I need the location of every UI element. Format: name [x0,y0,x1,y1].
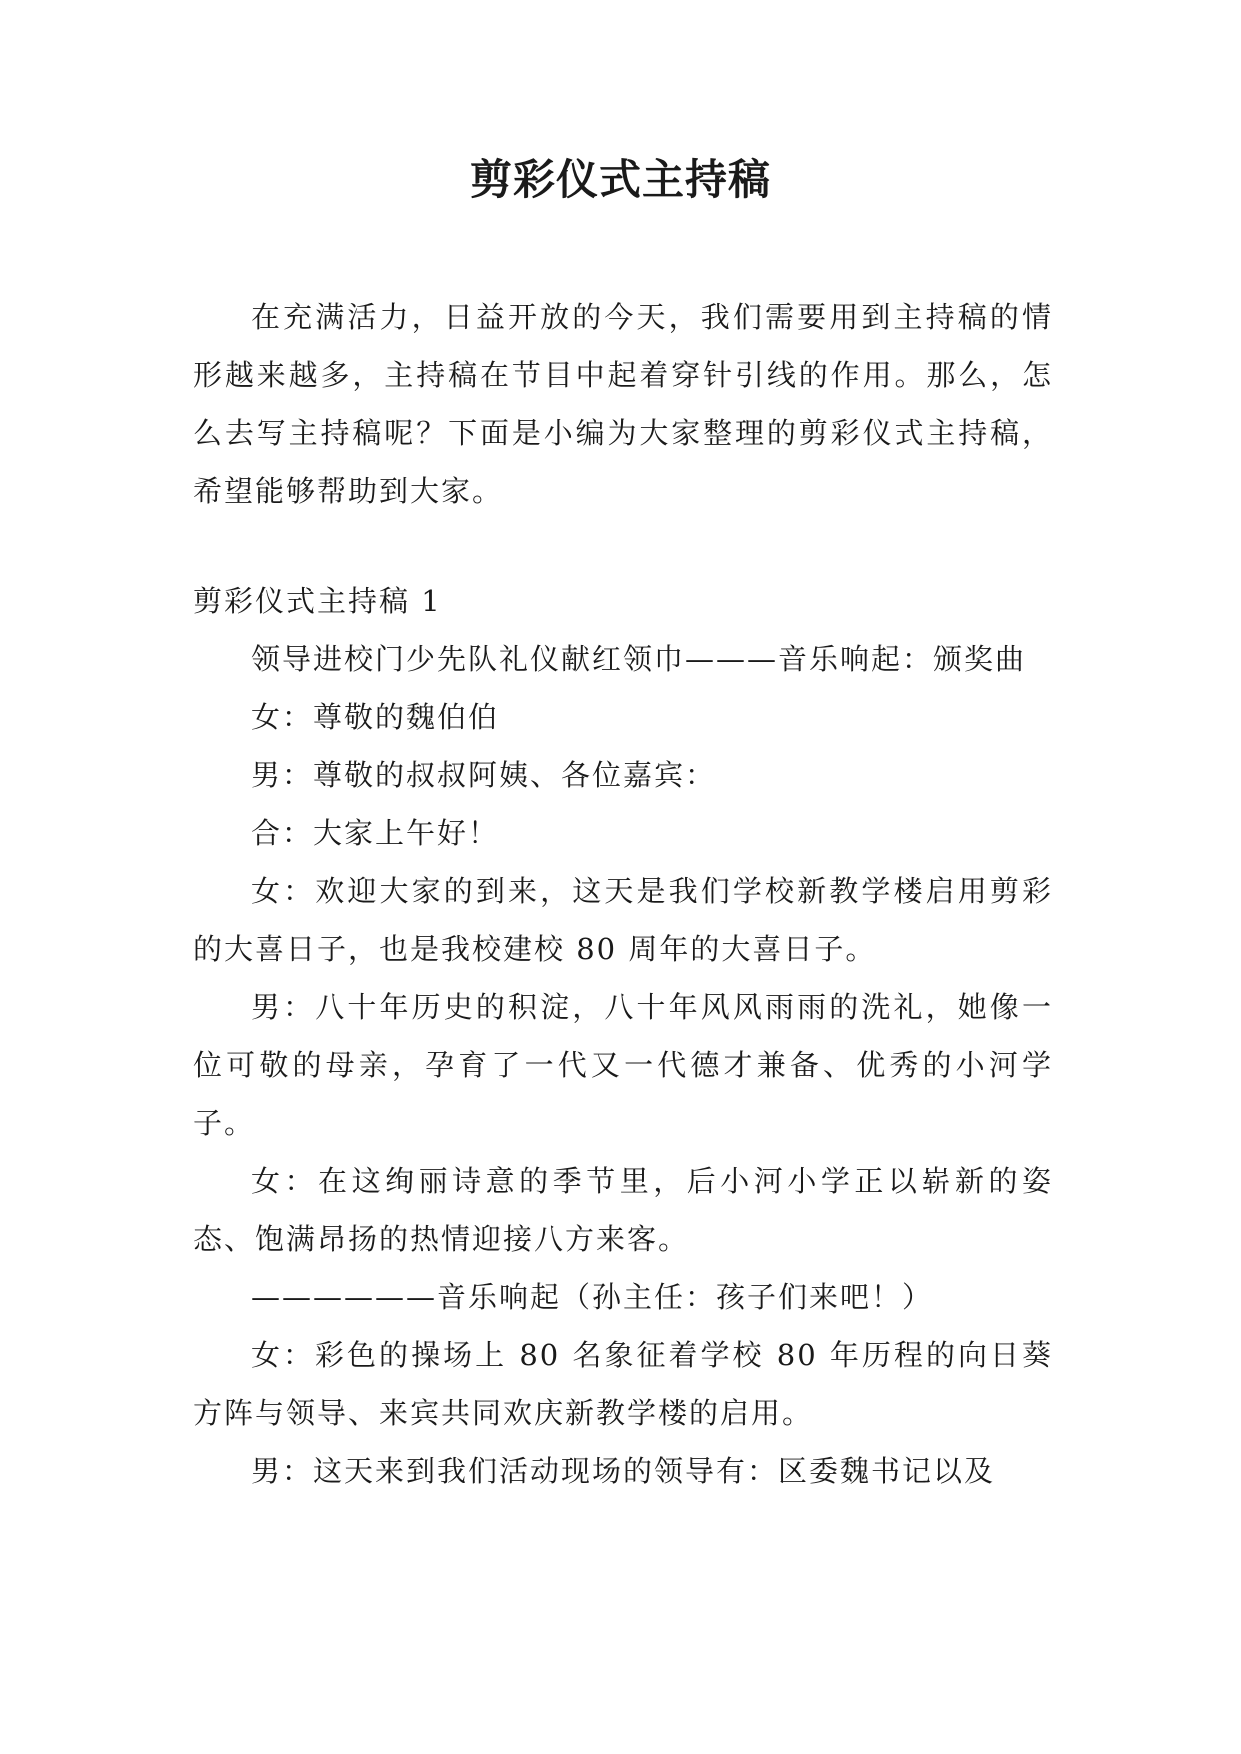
body-paragraph: 领导进校门少先队礼仪献红领巾———音乐响起：颁奖曲 [251,642,1027,676]
body-paragraph: 女：尊敬的魏伯伯 [251,700,500,734]
body-paragraph: 女：欢迎大家的到来，这天是我们学校新教学楼启用剪彩的大喜日子，也是我校建校 80 周年的大喜日子。 [193,874,1053,966]
body-paragraph: ——————音乐响起（孙主任：孩子们来吧！） [251,1280,934,1314]
section-heading: 剪彩仪式主持稿 1 [193,584,442,618]
body-paragraph: 合：大家上午好！ [251,816,500,850]
body-paragraph: 女：在这绚丽诗意的季节里，后小河小学正以崭新的姿态、饱满昂扬的热情迎接八方来客。 [193,1164,1053,1256]
body-paragraph: 男：尊敬的叔叔阿姨、各位嘉宾： [251,758,717,792]
body-paragraph: 男：这天来到我们活动现场的领导有：区委魏书记以及 [251,1454,996,1488]
body-paragraph: 男：八十年历史的积淀，八十年风风雨雨的洗礼，她像一位可敬的母亲，孕育了一代又一代德才兼备、优秀的小河学子。 [193,990,1053,1140]
document-body [193,288,1053,1500]
document-title: 剪彩仪式主持稿 [469,155,771,204]
body-paragraph: 女：彩色的操场上 80 名象征着学校 80 年历程的向日葵方阵与领导、来宾共同欢庆新教学楼的启用。 [193,1338,1053,1430]
intro-paragraph: 在充满活力，日益开放的今天，我们需要用到主持稿的情形越来越多，主持稿在节目中起着穿针引线的作用。那么，怎么去写主持稿呢？下面是小编为大家整理的剪彩仪式主持稿，希望能够帮助到大家。 [193,300,1053,508]
